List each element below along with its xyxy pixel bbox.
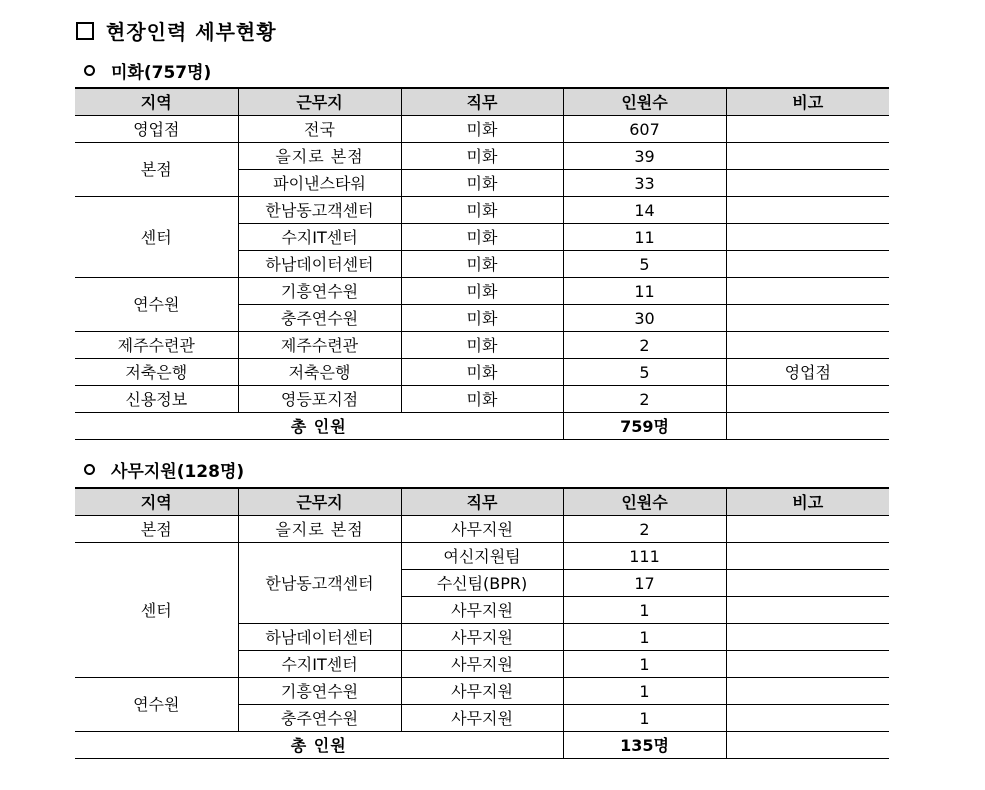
cell-region: 제주수련관 (75, 332, 238, 359)
cell-region: 센터 (75, 543, 238, 678)
total-label: 총 인원 (75, 413, 563, 440)
cell-site: 파이낸스타워 (238, 170, 401, 197)
cell-count: 5 (563, 251, 726, 278)
table-row (75, 116, 889, 143)
total-label: 총 인원 (75, 732, 563, 759)
cell-region: 본점 (75, 516, 238, 543)
cell-count: 1 (563, 597, 726, 624)
cell-job: 미화 (401, 359, 563, 386)
page-title (76, 16, 277, 45)
total-note (726, 413, 889, 440)
cell-site: 을지로 본점 (238, 516, 401, 543)
cell-note (726, 678, 889, 705)
cell-note (726, 305, 889, 332)
cell-note (726, 651, 889, 678)
cell-job: 사무지원 (401, 705, 563, 732)
section-heading-text: 사무지원(128명) (111, 462, 245, 482)
cell-count: 30 (563, 305, 726, 332)
table-row (75, 143, 889, 170)
cell-count: 11 (563, 278, 726, 305)
total-value: 135명 (563, 732, 726, 759)
cell-site: 한남동고객센터 (238, 197, 401, 224)
cell-job: 사무지원 (401, 597, 563, 624)
office-support-table (75, 487, 889, 759)
cell-site: 한남동고객센터 (238, 543, 401, 624)
cell-site: 전국 (238, 116, 401, 143)
cell-job: 미화 (401, 197, 563, 224)
cell-site: 충주연수원 (238, 305, 401, 332)
cell-site: 저축은행 (238, 359, 401, 386)
header-note: 비고 (726, 88, 889, 116)
cell-job: 사무지원 (401, 678, 563, 705)
header-note: 비고 (726, 488, 889, 516)
total-note (726, 732, 889, 759)
header-region: 지역 (75, 488, 238, 516)
cell-job: 미화 (401, 305, 563, 332)
page-title-text: 현장인력 세부현황 (106, 20, 277, 44)
section-heading-text: 미화(757명) (111, 63, 212, 83)
checkbox-square-icon (76, 22, 94, 40)
cell-count: 1 (563, 651, 726, 678)
cell-site: 수지IT센터 (238, 224, 401, 251)
cell-site: 수지IT센터 (238, 651, 401, 678)
cell-site: 하남데이터센터 (238, 251, 401, 278)
cell-job: 미화 (401, 170, 563, 197)
cell-region: 본점 (75, 143, 238, 197)
cell-site: 하남데이터센터 (238, 624, 401, 651)
cell-note (726, 332, 889, 359)
cell-note (726, 516, 889, 543)
cell-count: 1 (563, 705, 726, 732)
cell-job: 미화 (401, 251, 563, 278)
table-row (75, 516, 889, 543)
cell-count: 5 (563, 359, 726, 386)
section-heading-cleaning (84, 58, 211, 83)
cell-count: 39 (563, 143, 726, 170)
cell-note (726, 197, 889, 224)
cell-region: 신용정보 (75, 386, 238, 413)
table-row (75, 197, 889, 224)
section-heading-office-support (84, 457, 244, 482)
header-site: 근무지 (238, 488, 401, 516)
cell-job: 사무지원 (401, 651, 563, 678)
cell-count: 14 (563, 197, 726, 224)
cell-site: 을지로 본점 (238, 143, 401, 170)
total-row (75, 413, 889, 440)
cell-region: 영업점 (75, 116, 238, 143)
cell-count: 607 (563, 116, 726, 143)
cell-note (726, 705, 889, 732)
header-site: 근무지 (238, 88, 401, 116)
cell-count: 2 (563, 386, 726, 413)
cell-count: 2 (563, 516, 726, 543)
cell-note (726, 570, 889, 597)
table-row (75, 332, 889, 359)
table-row (75, 278, 889, 305)
cell-note (726, 224, 889, 251)
header-count: 인원수 (563, 488, 726, 516)
cell-count: 1 (563, 624, 726, 651)
cell-count: 1 (563, 678, 726, 705)
cell-note (726, 116, 889, 143)
cell-note (726, 278, 889, 305)
cell-note (726, 143, 889, 170)
cell-region: 센터 (75, 197, 238, 278)
cell-count: 111 (563, 543, 726, 570)
cell-region: 연수원 (75, 278, 238, 332)
cell-note (726, 543, 889, 570)
cleaning-staff-table (75, 87, 889, 440)
cell-job: 사무지원 (401, 624, 563, 651)
circle-bullet-icon (84, 65, 95, 76)
cell-site: 제주수련관 (238, 332, 401, 359)
header-job: 직무 (401, 488, 563, 516)
table-header-row (75, 488, 889, 516)
cell-job: 수신팀(BPR) (401, 570, 563, 597)
total-value: 759명 (563, 413, 726, 440)
header-region: 지역 (75, 88, 238, 116)
cell-job: 미화 (401, 386, 563, 413)
table-row (75, 543, 889, 570)
header-job: 직무 (401, 88, 563, 116)
cell-count: 33 (563, 170, 726, 197)
table-header-row (75, 88, 889, 116)
cell-note (726, 386, 889, 413)
cell-region: 저축은행 (75, 359, 238, 386)
cell-count: 17 (563, 570, 726, 597)
cell-region: 연수원 (75, 678, 238, 732)
cell-note (726, 170, 889, 197)
cell-job: 여신지원팀 (401, 543, 563, 570)
cell-site: 기흥연수원 (238, 278, 401, 305)
total-row (75, 732, 889, 759)
header-count: 인원수 (563, 88, 726, 116)
cell-count: 2 (563, 332, 726, 359)
cell-job: 미화 (401, 224, 563, 251)
cell-note (726, 251, 889, 278)
circle-bullet-icon (84, 464, 95, 475)
cell-site: 충주연수원 (238, 705, 401, 732)
table-row (75, 386, 889, 413)
cell-note (726, 624, 889, 651)
cell-note (726, 597, 889, 624)
cell-note: 영업점 (726, 359, 889, 386)
cell-site: 기흥연수원 (238, 678, 401, 705)
cell-job: 사무지원 (401, 516, 563, 543)
cell-site: 영등포지점 (238, 386, 401, 413)
table-row (75, 359, 889, 386)
cell-job: 미화 (401, 332, 563, 359)
cell-count: 11 (563, 224, 726, 251)
cell-job: 미화 (401, 143, 563, 170)
cell-job: 미화 (401, 278, 563, 305)
cell-job: 미화 (401, 116, 563, 143)
table-row (75, 678, 889, 705)
